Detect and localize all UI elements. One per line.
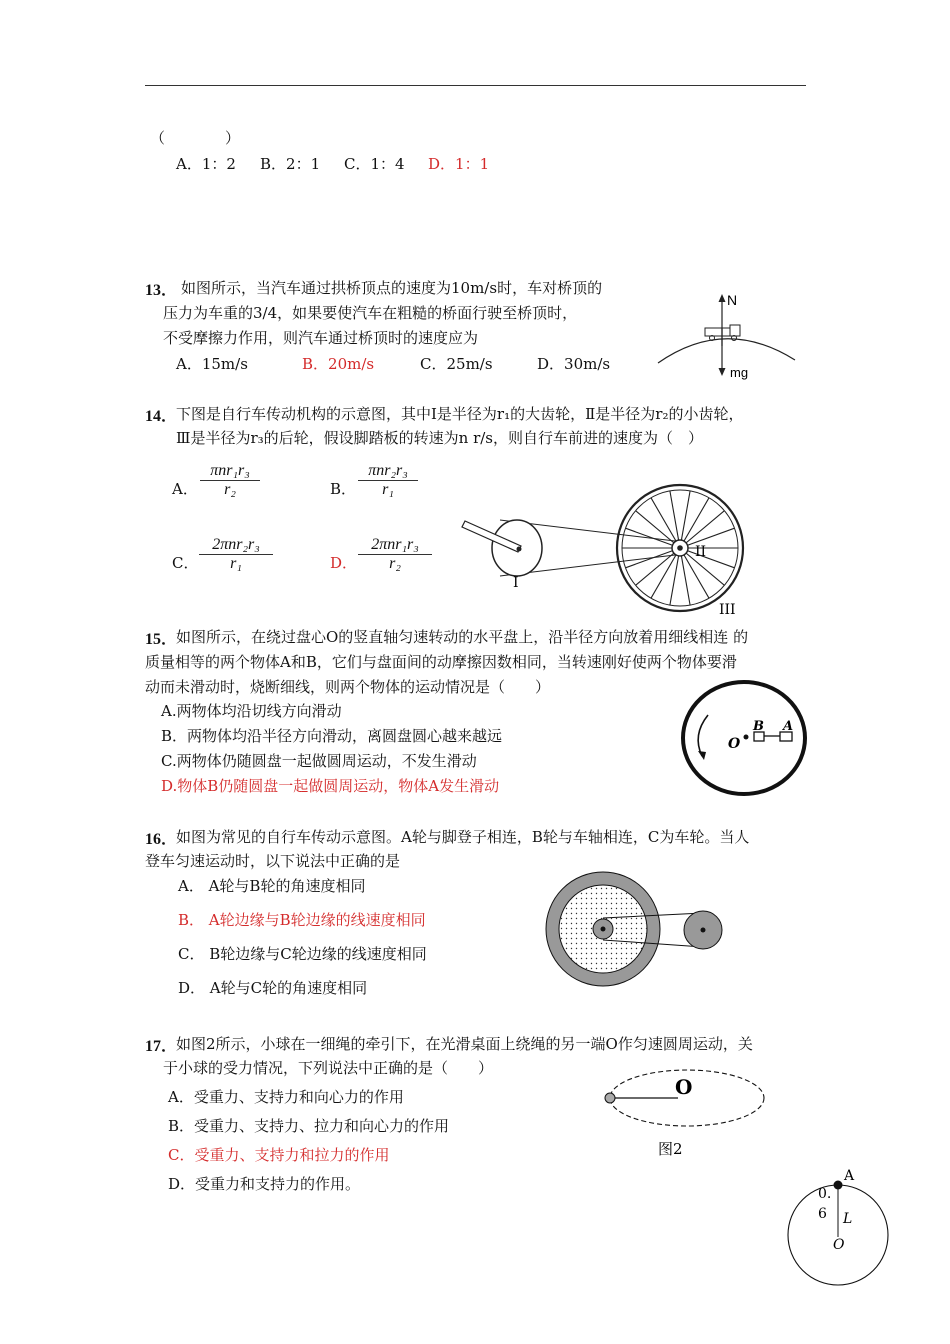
q14-option-b-fraction: [358, 462, 418, 499]
q12-option-d: D．1：1: [428, 155, 490, 173]
q14-fig-label-i: I: [513, 575, 519, 591]
q13-option-d: D．30m/s: [537, 355, 611, 373]
vertical-circle-figure: [785, 1165, 895, 1295]
q15-line-1: 如图所示，在绕过盘心O的竖直轴匀速转动的水平盘上，沿半径方向放着用细线相连 的: [176, 628, 749, 646]
q16-transmission-figure: [540, 872, 740, 992]
q17-fig-caption: 图2: [658, 1140, 683, 1158]
q12-bracket: （ ）: [150, 129, 241, 147]
q14-line-2: Ⅲ是半径为r₃的后轮，假设脚踏板的转速为n r/s，则自行车前进的速度为（ ）: [176, 429, 704, 447]
q15-fig-o: O: [728, 736, 741, 752]
vertical-fig-l: L: [843, 1211, 853, 1227]
q14-line-1: 下图是自行车传动机构的示意图，其中Ⅰ是半径为r₁的大齿轮，Ⅱ是半径为r₂的小齿轮，: [176, 405, 744, 423]
vertical-fig-a: A: [844, 1168, 855, 1184]
q14-fig-label-ii: II: [695, 544, 707, 560]
q17-line-2: 于小球的受力情况，下列说法中正确的是（ ）: [163, 1059, 494, 1077]
q14-bicycle-figure: [455, 480, 750, 620]
q13-line-3: 不受摩擦力作用，则汽车通过桥顶时的速度应为: [163, 329, 479, 347]
q15-option-d: D.物体B仍随圆盘一起做圆周运动，物体A发生滑动: [161, 777, 500, 795]
q15-fig-a: A: [783, 719, 794, 734]
q15-line-3: 动而未滑动时，烧断细线，则两个物体的运动情况是（ ）: [145, 678, 551, 696]
q17-fig-o: O: [675, 1075, 693, 1099]
q14-option-d-fraction: [358, 536, 432, 573]
q12-option-c: C．1：4: [344, 155, 405, 173]
q14-option-b-label: B．: [330, 480, 357, 498]
q16-line-1: 如图为常见的自行车传动示意图。A轮与脚登子相连，B轮与车轴相连，C为车轮。当人: [176, 828, 750, 846]
q13-option-c: C．25m/s: [420, 355, 493, 373]
q14-option-c-den: r₁: [230, 555, 242, 572]
q13-fig-mg: mg: [730, 365, 749, 380]
q14-option-d-label: D．: [330, 554, 358, 572]
q16-option-c: C． B轮边缘与C轮边缘的线速度相同: [178, 945, 427, 963]
q13-option-b: B．20m/s: [302, 355, 375, 373]
q14-option-c-label: C．: [172, 554, 199, 572]
q17-option-d: D．受重力和支持力的作用。: [168, 1175, 361, 1193]
q17-option-b: B．受重力、支持力、拉力和向心力的作用: [168, 1117, 450, 1135]
q13-option-a: A．15m/s: [176, 355, 248, 373]
q17-option-c: C．受重力、支持力和拉力的作用: [168, 1146, 390, 1164]
q14-option-d-den: r₂: [389, 555, 401, 572]
vertical-fig-value-2: 6: [818, 1206, 827, 1222]
q15-fig-b: B: [753, 719, 764, 734]
q14-option-b-num: πnr₂r₃: [358, 462, 418, 481]
q14-option-c-fraction: [199, 536, 273, 573]
q15-option-a: A.两物体均沿切线方向滑动: [161, 702, 342, 720]
q14-fig-label-iii: III: [719, 602, 736, 618]
q17-option-a: A．受重力、支持力和向心力的作用: [168, 1088, 404, 1106]
q14-option-a-label: A．: [172, 480, 198, 498]
q13-line-2: 压力为车重的3/4，如果要使汽车在粗糙的桥面行驶至桥顶时，: [163, 304, 578, 322]
q16-option-b: B． A轮边缘与B轮边缘的线速度相同: [178, 911, 426, 929]
q15-option-b: B．两物体均沿半径方向滑动，离圆盘圆心越来越远: [161, 727, 503, 745]
q14-option-a-num: πnr₁r₃: [200, 462, 260, 481]
q14-option-a-fraction: [200, 462, 260, 499]
header-rule: [145, 85, 806, 86]
q15-line-2: 质量相等的两个物体A和B，它们与盘面间的动摩擦因数相同，当转速刚好使两个物体要滑: [145, 653, 737, 671]
q16-line-2: 登车匀速运动时，以下说法中正确的是: [145, 852, 401, 870]
vertical-fig-value-1: 0.: [818, 1186, 832, 1202]
q15-disc-figure: [680, 680, 810, 796]
q13-fig-n: N: [727, 292, 738, 308]
q17-number: 17．: [145, 1038, 178, 1055]
q17-orbit-figure: [600, 1068, 775, 1163]
q14-option-c-num: 2πnr₂r₃: [199, 536, 273, 555]
q14-option-a-den: r₂: [224, 481, 236, 498]
q14-number: 14．: [145, 408, 178, 425]
q16-option-d: D． A轮与C轮的角速度相同: [178, 979, 368, 997]
q13-line-1: 如图所示，当汽车通过拱桥顶点的速度为10m/s时，车对桥顶的: [181, 279, 603, 297]
q13-number: 13．: [145, 282, 178, 299]
q14-option-b-den: r₁: [382, 481, 394, 498]
q15-number: 15．: [145, 631, 178, 648]
q15-option-c: C.两物体仍随圆盘一起做圆周运动，不发生滑动: [161, 752, 477, 770]
q16-number: 16．: [145, 831, 178, 848]
vertical-fig-o: O: [833, 1237, 845, 1253]
q17-line-1: 如图2所示，小球在一细绳的牵引下，在光滑桌面上绕绳的另一端O作匀速圆周运动，关: [176, 1035, 753, 1053]
q16-option-a: A． A轮与B轮的角速度相同: [178, 877, 366, 895]
q14-option-d-num: 2πnr₁r₃: [358, 536, 432, 555]
q12-option-b: B．2：1: [260, 155, 321, 173]
q12-option-a: A．1：2: [176, 155, 236, 173]
q13-bridge-figure: [655, 288, 800, 383]
